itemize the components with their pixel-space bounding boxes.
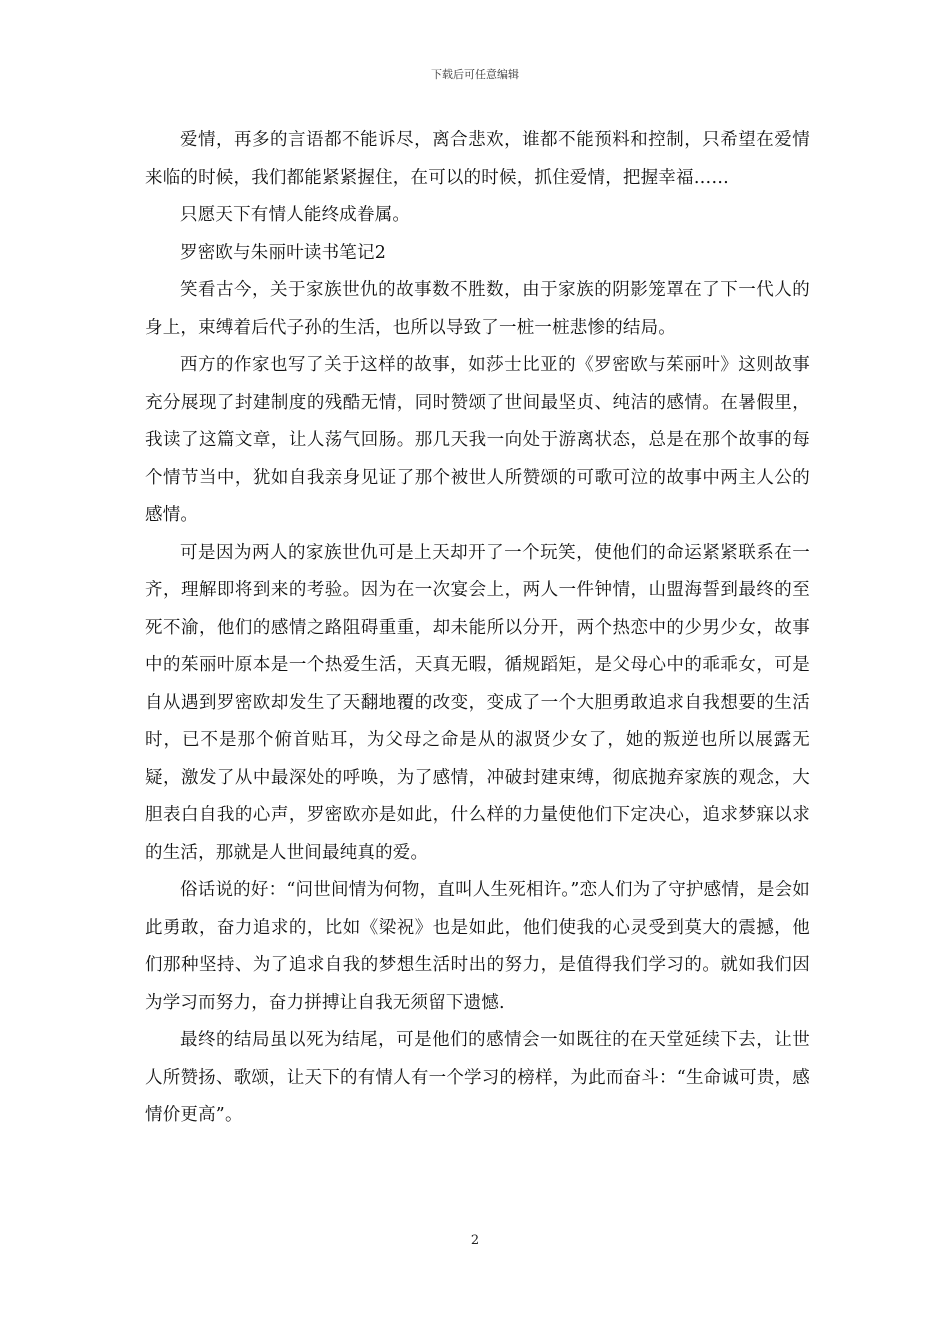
page-number: 2 <box>470 1233 480 1248</box>
paragraph-intro: 笑看古今，关于家族世仇的故事数不胜数，由于家族的阴影笼罩在了下一代人的身上，束缚着后代子孙的生活，也所以导致了一桩一桩悲惨的结局。 <box>145 280 810 338</box>
page-header: 下载后可任意编辑 <box>431 68 519 81</box>
section-title: 罗密欧与朱丽叶读书笔记2 <box>180 242 387 263</box>
paragraph-love-closing: 爱情，再多的言语都不能诉尽，离合悲欢，谁都不能预料和控制，只希望在爱情来临的时候，我们都能紧紧握住，在可以的时候，抓住爱情，把握幸福…… <box>145 130 810 188</box>
paragraph-western-story: 西方的作家也写了关于这样的故事，如莎士比亚的《罗密欧与茱丽叶》这则故事充分展现了封建制度的残酷无情，同时赞颂了世间最坚贞、纯洁的感情。在暑假里，我读了这篇文章，让人荡气回肠。那几天我一向处于游离状态，总是在那个故事的每个情节当中，犹如自我亲身见证了那个被世人所赞颂的可歌可泣的故事中两主人公的感情。 <box>145 355 810 525</box>
paragraph-ending: 最终的结局虽以死为结尾，可是他们的感情会一如既往的在天堂延续下去，让世人所赞扬、歌颂，让天下的有情人有一个学习的榜样，为此而奋斗：“生命诚可贵，感情价更高”。 <box>145 1030 810 1125</box>
paragraph-wish: 只愿天下有情人能终成眷属。 <box>180 205 411 225</box>
paragraph-proverb: 俗话说的好：“问世间情为何物，直叫人生死相许。”恋人们为了守护感情，是会如此勇敢，奋力追求的，比如《梁祝》也是如此，他们使我的心灵受到莫大的震撼，他们那种坚持、为了追求自我的梦想生活时出的努力，是值得我们学习的。就如我们因为学习而努力，奋力拼搏让自我无须留下遗憾. <box>145 880 810 1013</box>
paragraph-family-feud: 可是因为两人的家族世仇可是上天却开了一个玩笑，使他们的命运紧紧联系在一齐，理解即将到来的考验。因为在一次宴会上，两人一件钟情，山盟海誓到最终的至死不渝，他们的感情之路阻碍重重，却未能所以分开，两个热恋中的少男少女，故事中的茱丽叶原本是一个热爱生活，天真无暇，循规蹈矩，是父母心中的乖乖女，可是自从遇到罗密欧却发生了天翻地覆的改变，变成了一个大胆勇敢追求自我想要的生活时，已不是那个俯首贴耳，为父母之命是从的淑贤少女了，她的叛逆也所以展露无疑，激发了从中最深处的呼唤，为了感情，冲破封建束缚，彻底抛弃家族的观念，大胆表白自我的心声，罗密欧亦是如此，什么样的力量使他们下定决心，追求梦寐以求的生活，那就是人世间最纯真的爱。 <box>145 542 810 863</box>
document-body <box>145 122 810 1135</box>
